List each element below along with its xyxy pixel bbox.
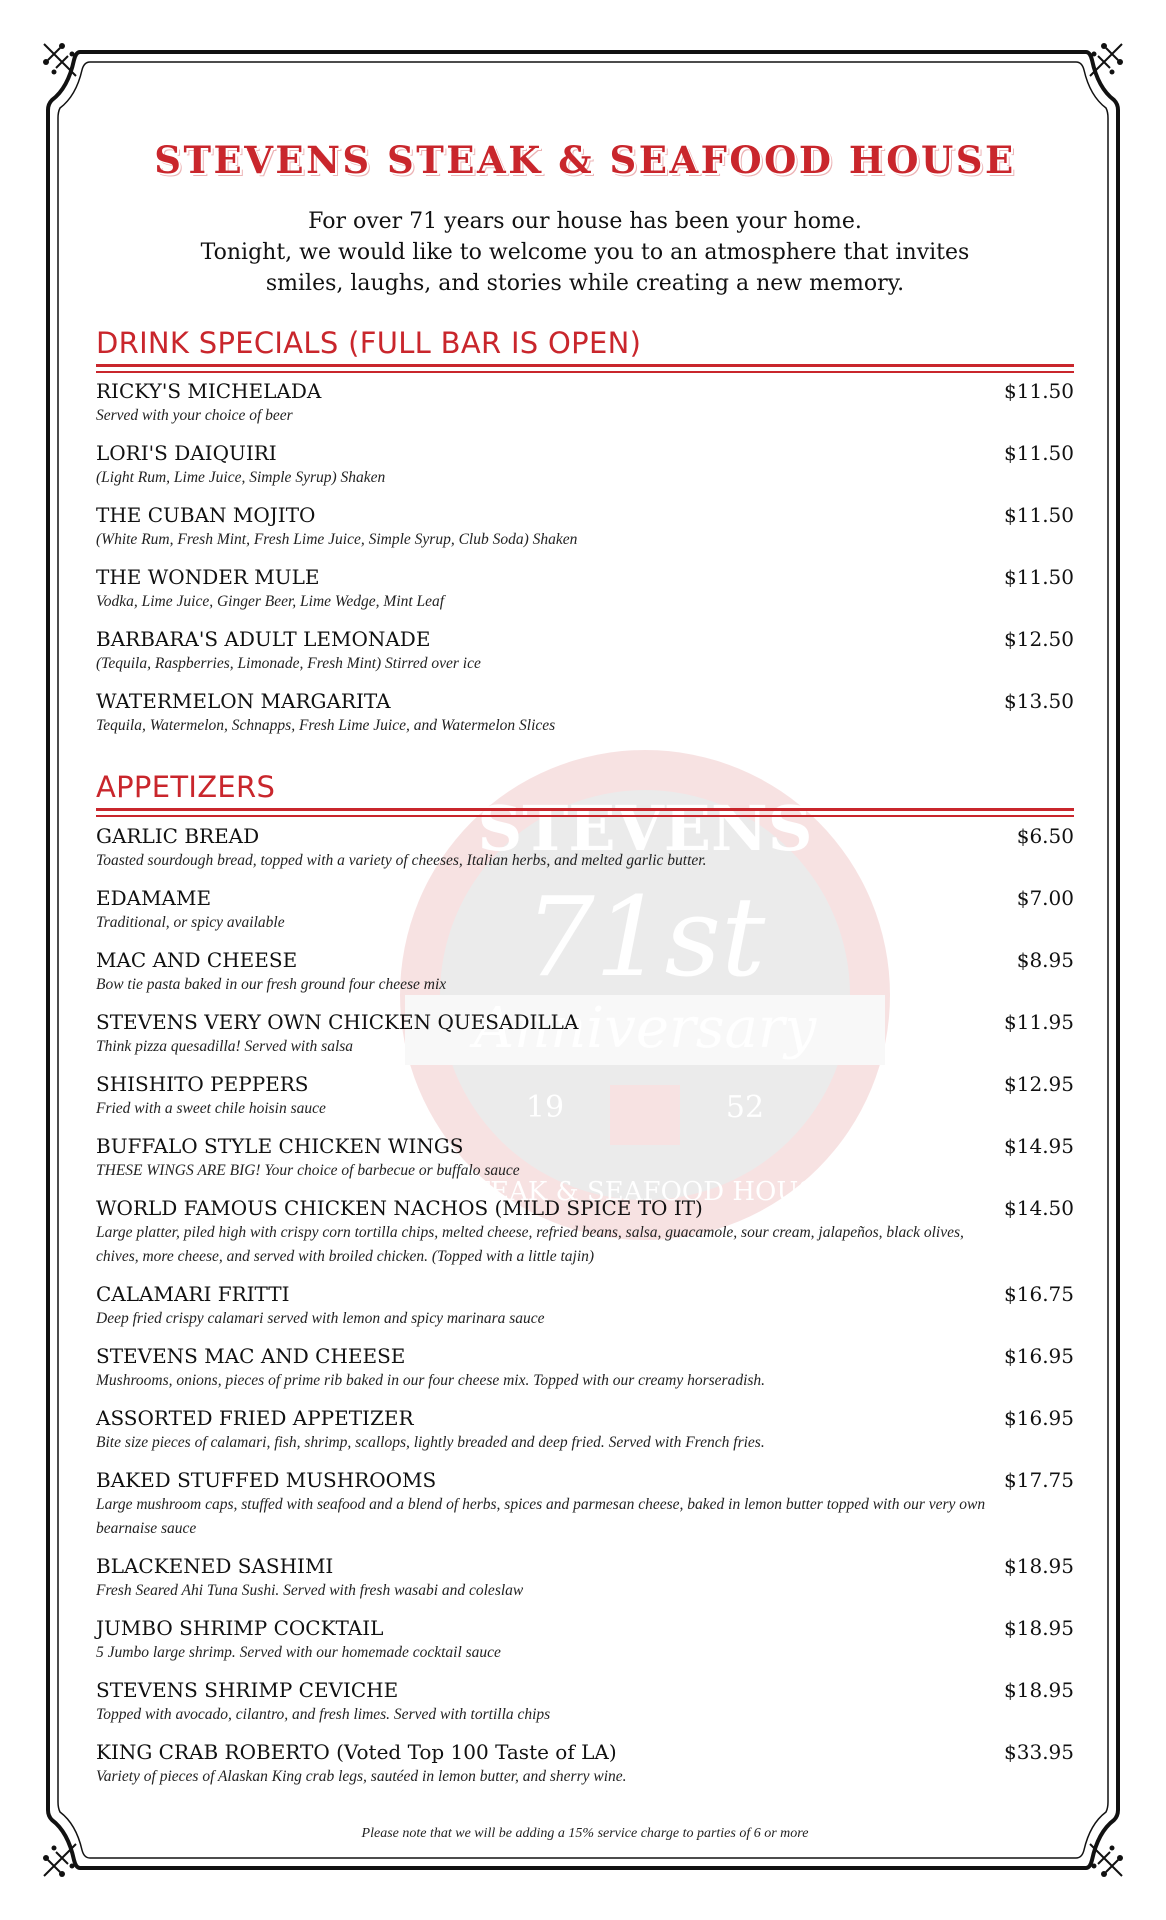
item-price: $11.95 <box>1004 1010 1074 1034</box>
watermark-bottom-text: STEAK & SEAFOOD HOUSE <box>454 1177 836 1207</box>
item-description: Tequila, Watermelon, Schnapps, Fresh Lime Juice, and Watermelon Slices <box>96 717 556 734</box>
item-name: STEVENS SHRIMP CEVICHE <box>96 1678 399 1702</box>
item-name: BUFFALO STYLE CHICKEN WINGS <box>96 1134 464 1158</box>
item-description: Large platter, piled high with crispy corn tortilla chips, melted cheese, refried beans, salsa, guacamole, sour cream, jalapeños, black olives, chives, more cheese, and served with broiled chicken. (Topped with a little tajin) <box>96 1224 964 1265</box>
item-name: JUMBO SHRIMP COCKTAIL <box>96 1616 384 1640</box>
item-description: THESE WINGS ARE BIG! Your choice of barbecue or buffalo sauce <box>96 1162 520 1179</box>
item-name: THE WONDER MULE <box>96 565 320 589</box>
appetizer-item <box>96 1615 1074 1665</box>
drink-item <box>96 688 1074 738</box>
item-name: KING CRAB ROBERTO (Voted Top 100 Taste of LA) <box>96 1740 617 1764</box>
appetizer-item <box>96 885 1074 935</box>
item-name: WATERMELON MARGARITA <box>96 689 391 713</box>
appetizer-item <box>96 1195 1074 1269</box>
item-price: $18.95 <box>1004 1554 1074 1578</box>
item-price: $11.50 <box>1004 379 1074 403</box>
appetizer-item <box>96 1553 1074 1603</box>
item-price: $16.75 <box>1004 1282 1074 1306</box>
item-description: Mushrooms, onions, pieces of prime rib baked in our four cheese mix. Topped with our creamy horseradish. <box>96 1372 766 1389</box>
item-price: $16.95 <box>1004 1406 1074 1430</box>
item-price: $11.50 <box>1004 441 1074 465</box>
appetizer-item <box>96 1467 1074 1541</box>
item-name: BAKED STUFFED MUSHROOMS <box>96 1468 437 1492</box>
appetizers-divider-thin <box>96 815 1074 817</box>
item-price: $13.50 <box>1004 689 1074 713</box>
item-name: SHISHITO PEPPERS <box>96 1072 309 1096</box>
item-price: $12.50 <box>1004 627 1074 651</box>
item-price: $11.50 <box>1004 565 1074 589</box>
item-price: $12.95 <box>1004 1072 1074 1096</box>
item-price: $18.95 <box>1004 1616 1074 1640</box>
item-description: Fresh Seared Ahi Tuna Sushi. Served with fresh wasabi and coleslaw <box>96 1582 524 1599</box>
intro-line-3: smiles, laughs, and stories while creating a new memory. <box>265 271 905 296</box>
drink-item <box>96 502 1074 552</box>
item-name: STEVENS VERY OWN CHICKEN QUESADILLA <box>96 1010 579 1034</box>
item-price: $18.95 <box>1004 1678 1074 1702</box>
service-charge-note: Please note that we will be adding a 15% service charge to parties of 6 or more <box>361 1826 809 1841</box>
appetizer-item <box>96 1071 1074 1121</box>
item-price: $14.50 <box>1004 1196 1074 1220</box>
item-name: EDAMAME <box>96 886 212 910</box>
item-description: Vodka, Lime Juice, Ginger Beer, Lime Wedge, Mint Leaf <box>96 593 445 610</box>
item-price: $8.95 <box>1016 948 1074 972</box>
item-price: $6.50 <box>1016 824 1074 848</box>
item-description: Deep fried crispy calamari served with lemon and spicy marinara sauce <box>96 1310 545 1327</box>
watermark-year-left: 19 <box>525 1090 565 1125</box>
item-description: Traditional, or spicy available <box>96 914 285 931</box>
appetizers-heading: APPETIZERS <box>96 770 276 804</box>
item-name: RICKY'S MICHELADA <box>96 379 322 403</box>
item-description: (Tequila, Raspberries, Limonade, Fresh Mint) Stirred over ice <box>96 655 481 672</box>
drinks-divider <box>96 364 1074 367</box>
item-price: $11.50 <box>1004 503 1074 527</box>
item-name: MAC AND CHEESE <box>96 948 298 972</box>
watermark-number: 71st <box>524 873 766 1001</box>
item-name: WORLD FAMOUS CHICKEN NACHOS (MILD SPICE TO IT) <box>96 1196 703 1220</box>
item-description: Bite size pieces of calamari, fish, shrimp, scallops, lightly breaded and deep fried. Served with French fries. <box>96 1434 765 1451</box>
appetizer-item <box>96 1133 1074 1183</box>
item-name: BLACKENED SASHIMI <box>96 1554 334 1578</box>
item-description: Served with your choice of beer <box>96 407 293 424</box>
item-description: Bow tie pasta baked in our fresh ground four cheese mix <box>96 976 447 993</box>
item-price: $33.95 <box>1004 1740 1074 1764</box>
item-price: $7.00 <box>1016 886 1074 910</box>
intro-line-2: Tonight, we would like to welcome you to an atmosphere that invites <box>200 240 970 265</box>
item-description: Variety of pieces of Alaskan King crab legs, sautéed in lemon butter, and sherry wine. <box>96 1768 627 1785</box>
item-name: CALAMARI FRITTI <box>96 1282 290 1306</box>
watermark-top-text: STEVENS <box>477 792 813 865</box>
item-description: Topped with avocado, cilantro, and fresh limes. Served with tortilla chips <box>96 1706 551 1723</box>
intro-text <box>96 206 1074 299</box>
item-price: $16.95 <box>1004 1344 1074 1368</box>
drink-item <box>96 440 1074 490</box>
appetizer-item <box>96 1009 1074 1059</box>
drinks-heading: DRINK SPECIALS (FULL BAR IS OPEN) <box>96 326 642 360</box>
drink-item <box>96 626 1074 676</box>
appetizer-item <box>96 1677 1074 1727</box>
corner-ornament-icon <box>38 1838 82 1882</box>
item-name: BARBARA'S ADULT LEMONADE <box>96 627 431 651</box>
appetizers-divider <box>96 808 1074 811</box>
appetizer-item <box>96 1405 1074 1455</box>
intro-line-1: For over 71 years our house has been your home. <box>308 209 862 234</box>
watermark-year-right: 52 <box>725 1090 765 1125</box>
item-name: LORI'S DAIQUIRI <box>96 441 277 465</box>
item-price: $17.75 <box>1004 1468 1074 1492</box>
appetizer-item <box>96 1281 1074 1331</box>
corner-ornament-icon <box>1084 1838 1128 1882</box>
item-description: Fried with a sweet chile hoisin sauce <box>96 1100 326 1117</box>
item-description: (White Rum, Fresh Mint, Fresh Lime Juice, Simple Syrup, Club Soda) Shaken <box>96 531 578 548</box>
item-description: 5 Jumbo large shrimp. Served with our homemade cocktail sauce <box>96 1644 501 1661</box>
watermark-ribbon-text: Anniversary <box>473 996 817 1061</box>
drink-item <box>96 564 1074 614</box>
item-description: Think pizza quesadilla! Served with salsa <box>96 1038 354 1055</box>
item-name: THE CUBAN MOJITO <box>96 503 316 527</box>
restaurant-title: STEVENS STEAK & SEAFOOD HOUSE <box>154 138 1016 182</box>
item-description: (Light Rum, Lime Juice, Simple Syrup) Shaken <box>96 469 386 486</box>
drink-item <box>96 378 1074 428</box>
item-description: Toasted sourdough bread, topped with a variety of cheeses, Italian herbs, and melted garlic butter. <box>96 852 707 869</box>
corner-ornament-icon <box>1084 38 1128 82</box>
item-name: STEVENS MAC AND CHEESE <box>96 1344 406 1368</box>
appetizer-item <box>96 823 1074 873</box>
appetizer-item <box>96 1739 1074 1789</box>
item-name: ASSORTED FRIED APPETIZER <box>96 1406 414 1430</box>
item-price: $14.95 <box>1004 1134 1074 1158</box>
drinks-divider-thin <box>96 371 1074 373</box>
appetizer-item <box>96 947 1074 997</box>
appetizer-item <box>96 1343 1074 1393</box>
item-name: GARLIC BREAD <box>96 824 260 848</box>
corner-ornament-icon <box>38 38 82 82</box>
item-description: Large mushroom caps, stuffed with seafood and a blend of herbs, spices and parmesan cheese, baked in lemon butter topped with our very own bearnaise sauce <box>96 1496 986 1537</box>
